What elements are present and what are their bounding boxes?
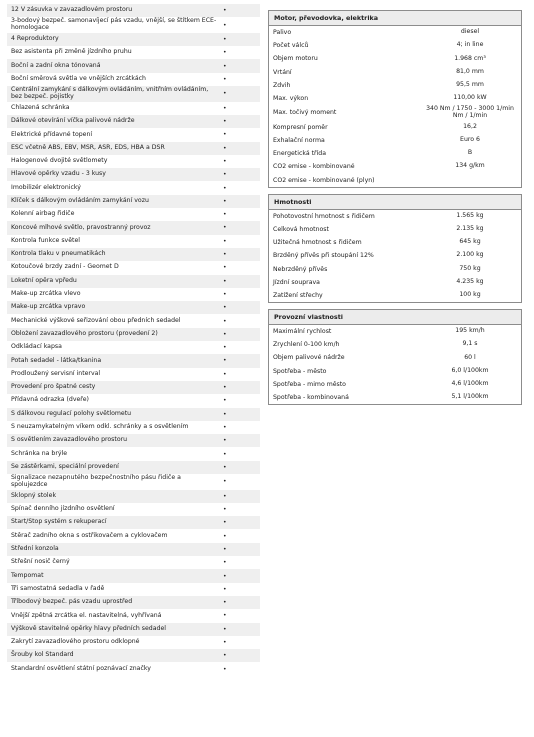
spec-value: 110,00 kW <box>453 94 487 102</box>
spec-value: 4; in line <box>456 41 484 49</box>
feature-row <box>7 596 260 609</box>
feature-row <box>7 341 260 354</box>
feature-row <box>7 434 260 447</box>
feature-row <box>7 649 260 662</box>
feature-row <box>7 288 260 301</box>
spec-row <box>269 236 521 249</box>
bullet-icon: • <box>223 277 227 285</box>
spec-label: Pohotovostní hmotnost s řidičem <box>273 212 375 220</box>
bullet-icon: • <box>223 21 227 29</box>
spec-row <box>269 289 521 302</box>
engine-section <box>268 10 522 188</box>
spec-value: 1.565 kg <box>456 211 484 219</box>
feature-label: Prodloužený servisní interval <box>11 369 101 377</box>
feature-label: Schránka na brýle <box>11 449 68 457</box>
feature-label: Výškově stavitelné opěrky hlavy předních sedadel <box>11 624 166 632</box>
feature-label: Boční a zadní okna tónovaná <box>11 61 101 69</box>
feature-label: Provedení pro špatné cesty <box>11 383 96 391</box>
feature-row <box>7 490 260 503</box>
section-title: Hmotnosti <box>269 195 521 210</box>
spec-value: 645 kg <box>459 238 481 246</box>
bullet-icon: • <box>223 665 227 673</box>
bullet-icon: • <box>223 638 227 646</box>
feature-label: Make-up zrcátka vlevo <box>11 290 81 298</box>
feature-label: Hlavové opěrky vzadu - 3 kusy <box>11 170 106 178</box>
feature-label: Tempomat <box>11 571 44 579</box>
bullet-icon: • <box>223 184 227 192</box>
bullet-icon: • <box>223 224 227 232</box>
bullet-icon: • <box>223 625 227 633</box>
spec-row <box>269 52 521 65</box>
bullet-icon: • <box>223 397 227 405</box>
feature-row <box>7 636 260 649</box>
feature-row <box>7 328 260 341</box>
bullet-icon: • <box>223 559 227 567</box>
bullet-icon: • <box>223 237 227 245</box>
feature-label: Odkládací kapsa <box>11 343 62 351</box>
feature-label: Mechanické výškové seřizování obou předních sedadel <box>11 316 181 324</box>
bullet-icon: • <box>223 572 227 580</box>
spec-label: Vrtání <box>273 68 292 76</box>
feature-label: Střední konzola <box>11 545 59 553</box>
bullet-icon: • <box>223 599 227 607</box>
feature-label: S osvětlením zavazadlového prostoru <box>11 436 128 444</box>
equipment-list <box>7 4 260 676</box>
feature-row <box>7 168 260 181</box>
spec-row <box>269 338 521 351</box>
feature-label: Centrální zamykání s dálkovým ovládáním, vnitřním ovládáním, bez bezpeč. pojistky <box>11 86 209 100</box>
feature-label: Start/Stop systém s rekuperací <box>11 518 107 526</box>
feature-label: Tři samostatná sedadla v řadě <box>11 584 105 592</box>
spec-row <box>269 262 521 275</box>
spec-value: 2.100 kg <box>456 251 484 259</box>
spec-row <box>269 210 521 223</box>
bullet-icon: • <box>223 75 227 83</box>
feature-row <box>7 102 260 115</box>
spec-value: 81,0 mm <box>456 67 484 75</box>
spec-label: Palivo <box>273 29 292 37</box>
spec-value: 134 g/km <box>455 162 485 170</box>
bullet-icon: • <box>223 62 227 70</box>
feature-label: Elektrické přídavné topení <box>11 130 93 138</box>
spec-label: Maximální rychlost <box>273 328 332 336</box>
bullet-icon: • <box>223 7 227 15</box>
spec-label: Kompresní poměr <box>273 123 328 131</box>
feature-row <box>7 421 260 434</box>
spec-row <box>269 378 521 391</box>
bullet-icon: • <box>223 171 227 179</box>
spec-label: Užitečná hmotnost s řidičem <box>273 239 362 247</box>
feature-label: Koncové mlhové světlo, pravostranný provoz <box>11 223 151 231</box>
spec-row <box>269 223 521 236</box>
bullet-icon: • <box>223 144 227 152</box>
feature-row <box>7 275 260 288</box>
feature-label: ESC včetně ABS, EBV, MSR, ASR, EDS, HBA a DSR <box>11 143 165 151</box>
spec-row <box>269 39 521 52</box>
spec-row <box>269 26 521 39</box>
feature-row <box>7 155 260 168</box>
spec-value: 1.968 cm³ <box>454 54 486 62</box>
spec-value: 9,1 s <box>462 340 478 348</box>
spec-value: B <box>467 149 473 157</box>
spec-value: 95,5 mm <box>456 80 484 88</box>
spec-label: Zatížení střechy <box>273 291 323 299</box>
spec-value: 5,1 l/100km <box>451 393 489 401</box>
spec-row <box>269 134 521 147</box>
feature-label: Vnější zpětná zrcátka el. nastavitelná, vyhřívaná <box>11 611 162 619</box>
spec-row <box>269 147 521 160</box>
feature-row <box>7 235 260 248</box>
feature-row <box>7 86 260 102</box>
spec-value: 100 kg <box>459 290 481 298</box>
feature-label: Dálkové otevírání víčka palivové nádrže <box>11 117 135 125</box>
spec-value: 750 kg <box>459 264 481 272</box>
bullet-icon: • <box>223 104 227 112</box>
feature-label: Bez asistenta při změně jízdního pruhu <box>11 48 132 56</box>
spec-row <box>269 325 521 338</box>
feature-row <box>7 354 260 367</box>
spec-label: Celková hmotnost <box>273 225 329 233</box>
feature-label: S neuzamykatelným víkem odkl. schránky a s osvětlením <box>11 423 189 431</box>
feature-row <box>7 516 260 529</box>
feature-row <box>7 59 260 72</box>
bullet-icon: • <box>223 118 227 126</box>
feature-label: Kotoučové brzdy zadní - Geomet D <box>11 263 119 271</box>
feature-row <box>7 583 260 596</box>
spec-label: Max. výkon <box>273 95 309 103</box>
spec-row <box>269 173 521 186</box>
bullet-icon: • <box>223 410 227 418</box>
spec-label: Jízdní souprava <box>273 278 320 286</box>
feature-label: Šrouby kol Standard <box>11 651 74 659</box>
feature-row <box>7 301 260 314</box>
feature-label: Make-up zrcátka vpravo <box>11 303 86 311</box>
spec-label: Spotřeba - město <box>273 367 327 375</box>
spec-label: Exhalační norma <box>273 137 325 144</box>
spec-value: 2.135 kg <box>456 225 484 233</box>
bullet-icon: • <box>223 131 227 139</box>
bullet-icon: • <box>223 90 227 98</box>
spec-value: 6,0 l/100km <box>451 366 489 374</box>
feature-row <box>7 394 260 407</box>
feature-label: Kontrola tlaku v pneumatikách <box>11 250 106 258</box>
bullet-icon: • <box>223 317 227 325</box>
spec-row <box>269 121 521 134</box>
bullet-icon: • <box>223 384 227 392</box>
spec-label: Energetická třída <box>273 150 326 158</box>
feature-row <box>7 195 260 208</box>
feature-label: Spínač denního jízdního osvětlení <box>11 505 115 513</box>
specifications-panel <box>268 10 522 411</box>
feature-label: Tříbodový bezpeč. pás vzadu uprostřed <box>11 598 133 606</box>
spec-value: 60 l <box>464 353 476 361</box>
spec-label: CO2 emise - kombinované (plyn) <box>273 176 375 184</box>
feature-row <box>7 33 260 46</box>
spec-value <box>423 179 517 181</box>
spec-label: Spotřeba - kombinovaná <box>273 394 349 401</box>
spec-label: Objem motoru <box>273 55 318 63</box>
bullet-icon: • <box>223 450 227 458</box>
spec-label: Nebrzděný přívěs <box>273 265 328 273</box>
spec-row <box>269 351 521 364</box>
spec-value: 4,6 l/100km <box>451 379 489 387</box>
feature-label: Sklopný stolek <box>11 491 57 499</box>
feature-row <box>7 408 260 421</box>
feature-row <box>7 248 260 261</box>
section-title: Provozní vlastnosti <box>269 310 521 325</box>
spec-value: 340 Nm / 1750 - 3000 1/min Nm / 1/min <box>426 105 514 119</box>
bullet-icon: • <box>223 506 227 514</box>
feature-row <box>7 46 260 59</box>
bullet-icon: • <box>223 545 227 553</box>
feature-row <box>7 503 260 516</box>
feature-row <box>7 368 260 381</box>
spec-row <box>269 160 521 173</box>
feature-label: Chlazená schránka <box>11 103 70 111</box>
feature-label: Oblożení zavazadlového prostoru (provedení 2) <box>11 329 158 337</box>
bullet-icon: • <box>223 585 227 593</box>
feature-row <box>7 662 260 675</box>
section-title: Motor, převodovka, elektrika <box>269 11 521 26</box>
weights-section <box>268 194 522 303</box>
feature-label: Imobilizér elektronický <box>11 183 81 191</box>
spec-label: Max. točivý moment <box>273 109 337 117</box>
feature-row <box>7 17 260 33</box>
bullet-icon: • <box>223 463 227 471</box>
feature-row <box>7 556 260 569</box>
spec-row <box>269 391 521 404</box>
bullet-icon: • <box>223 357 227 365</box>
spec-value: Euro 6 <box>460 136 480 144</box>
feature-row <box>7 623 260 636</box>
spec-row <box>269 79 521 92</box>
bullet-icon: • <box>223 49 227 57</box>
bullet-icon: • <box>223 423 227 431</box>
feature-label: 3-bodový bezpeč. samonavíjecí pás vzadu, vnější, se štítkem ECE-homologace <box>11 17 217 32</box>
bullet-icon: • <box>223 519 227 527</box>
feature-row <box>7 569 260 582</box>
bullet-icon: • <box>223 264 227 272</box>
bullet-icon: • <box>223 344 227 352</box>
spec-label: Brzděný přívěs při stoupání 12% <box>273 252 374 260</box>
feature-row <box>7 73 260 86</box>
bullet-icon: • <box>223 532 227 540</box>
spec-row <box>269 276 521 289</box>
feature-row <box>7 142 260 155</box>
feature-row <box>7 221 260 234</box>
feature-label: Kontrola funkce světel <box>11 236 80 244</box>
feature-label: 4 Reproduktory <box>11 35 59 43</box>
bullet-icon: • <box>223 304 227 312</box>
spec-row <box>269 365 521 378</box>
feature-row <box>7 115 260 128</box>
feature-row <box>7 208 260 221</box>
feature-label: 12 V zásuvka v zavazadlovém prostoru <box>11 6 133 14</box>
spec-label: Počet válců <box>273 42 309 50</box>
bullet-icon: • <box>223 330 227 338</box>
feature-label: Střešní nosič černý <box>11 558 70 566</box>
spec-label: Objem palivové nádrže <box>273 354 345 362</box>
performance-section <box>268 309 522 405</box>
feature-label: S dálkovou regulací polohy světlometu <box>11 409 132 417</box>
bullet-icon: • <box>223 251 227 259</box>
bullet-icon: • <box>223 612 227 620</box>
feature-row <box>7 314 260 327</box>
feature-row <box>7 447 260 460</box>
bullet-icon: • <box>223 211 227 219</box>
feature-label: Signalizace nezapnutého bezpečnostního pásu řidiče a spolujezdce <box>11 473 181 488</box>
feature-label: Boční směrová světla ve vnějších zrcátkách <box>11 75 146 83</box>
feature-row <box>7 543 260 556</box>
spec-row <box>269 92 521 105</box>
feature-label: Přídavná odrazka (dveře) <box>11 396 89 404</box>
bullet-icon: • <box>223 652 227 660</box>
feature-row <box>7 609 260 622</box>
bullet-icon: • <box>223 158 227 165</box>
bullet-icon: • <box>223 197 227 205</box>
spec-value: diesel <box>460 28 480 36</box>
feature-label: Se zástěrkami, speciální provedení <box>11 462 119 470</box>
bullet-icon: • <box>223 437 227 445</box>
feature-row <box>7 461 260 474</box>
bullet-icon: • <box>223 36 227 44</box>
spec-label: CO2 emise - kombinované <box>273 163 355 171</box>
feature-row <box>7 181 260 194</box>
feature-label: Stěrač zadního okna s ostřikovačem a cyklovačem <box>11 531 168 539</box>
bullet-icon: • <box>223 478 227 486</box>
bullet-icon: • <box>223 290 227 298</box>
feature-label: Zakrytí zavazadlového prostoru odklopné <box>11 638 140 646</box>
feature-label: Klíček s dálkovým ovládáním zamykání vozu <box>11 197 149 204</box>
feature-label: Standardní osvětlení státní poznávací značky <box>11 664 151 672</box>
feature-row <box>7 381 260 394</box>
feature-label: Loketní opěra vpředu <box>11 276 77 284</box>
spec-label: Spotřeba - mimo město <box>273 380 346 388</box>
feature-label: Kolenní airbag řidiče <box>11 210 75 218</box>
spec-row <box>269 66 521 79</box>
feature-row <box>7 261 260 274</box>
spec-label: Zdvih <box>273 81 291 89</box>
spec-value: 4.235 kg <box>456 277 484 285</box>
bullet-icon: • <box>223 492 227 500</box>
feature-row <box>7 529 260 542</box>
feature-row <box>7 128 260 141</box>
spec-row <box>269 249 521 262</box>
spec-row <box>269 105 521 121</box>
feature-row <box>7 4 260 17</box>
spec-label: Zrychlení 0-100 km/h <box>273 341 340 349</box>
bullet-icon: • <box>223 370 227 378</box>
feature-label: Potah sedadel - látka/tkanina <box>11 356 102 364</box>
feature-label: Halogenové dvojité světlomety <box>11 157 108 165</box>
feature-row <box>7 474 260 490</box>
spec-value: 16,2 <box>463 122 477 130</box>
spec-value: 195 km/h <box>455 327 485 335</box>
